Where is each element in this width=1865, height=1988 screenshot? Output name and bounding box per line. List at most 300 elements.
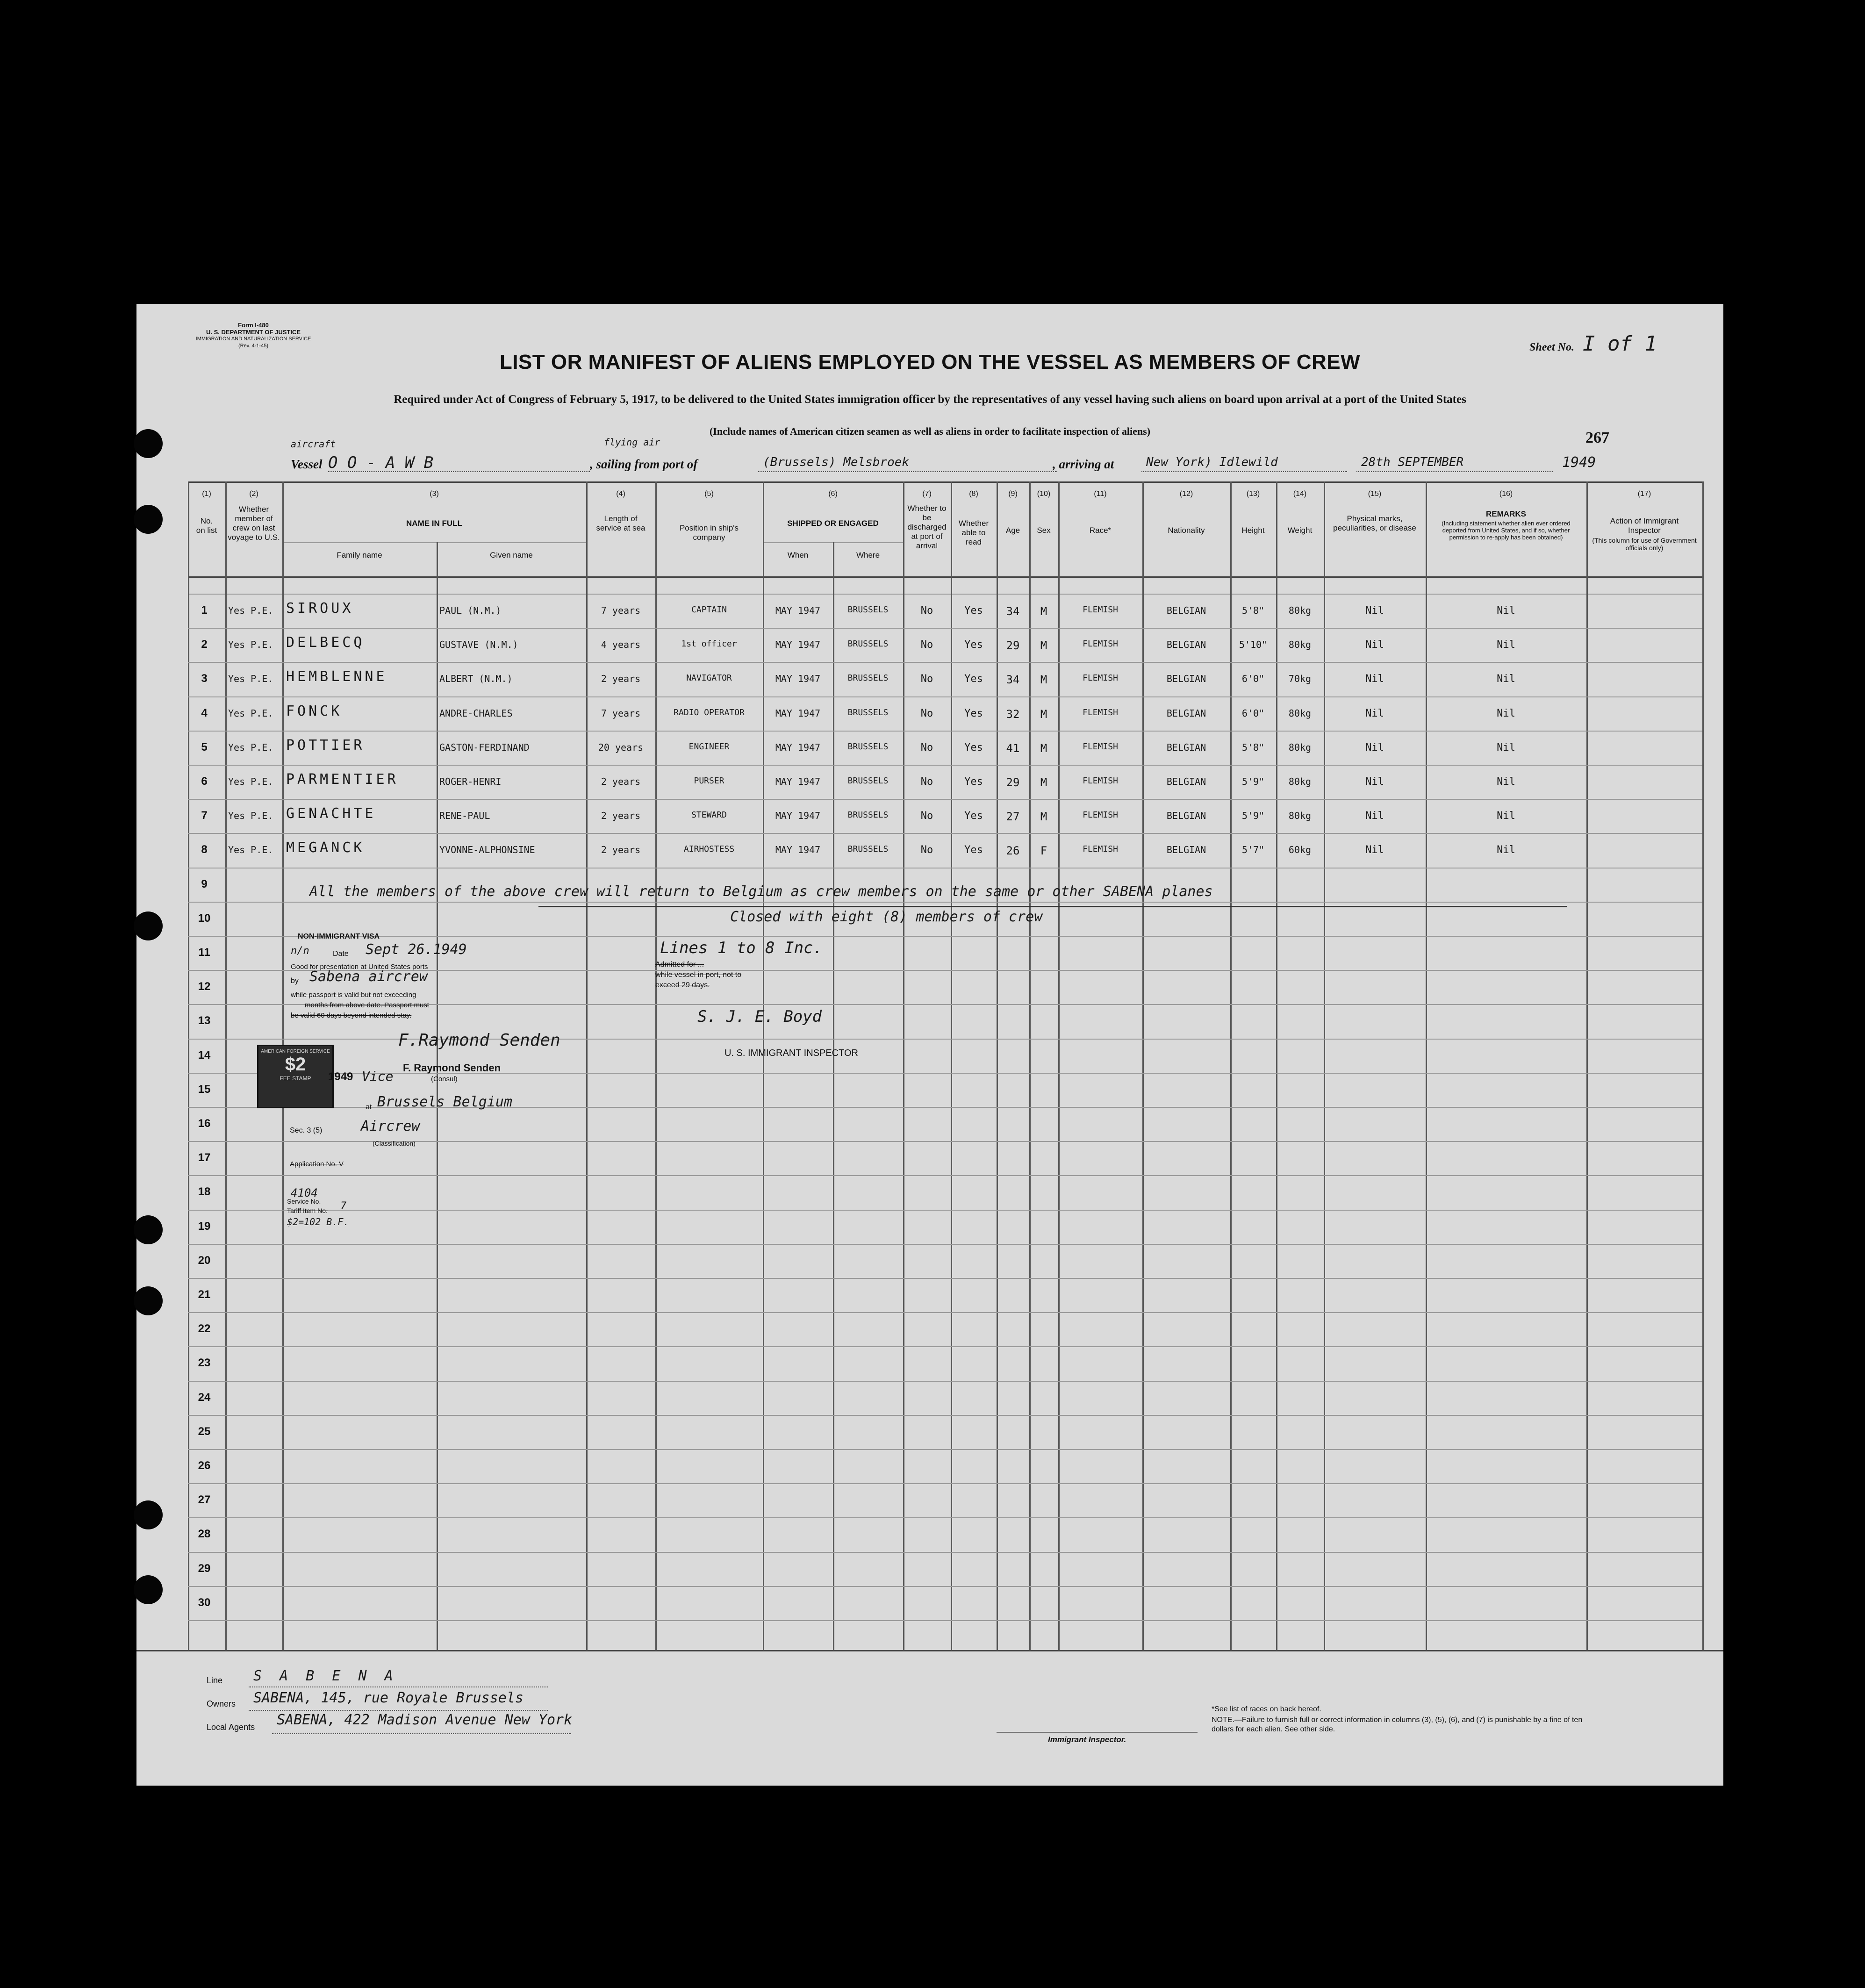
cell-remarks: Nil (1497, 605, 1515, 617)
col-num: (5) (704, 490, 714, 498)
row-number: 26 (198, 1459, 211, 1472)
sheet-label: Sheet No. (1529, 341, 1574, 353)
cell-height: 6'0" (1241, 707, 1265, 719)
cell-nat: BELGIAN (1166, 639, 1206, 651)
punch-hole (134, 1286, 163, 1315)
cell-weight: 80kg (1288, 741, 1312, 753)
row-number: 22 (198, 1322, 211, 1335)
col-header-sex: Sex (1037, 526, 1051, 535)
cell-read: Yes (964, 605, 983, 617)
footer-note: NOTE.—Failure to furnish full or correct information in columns (3), (5), (6), and (7) is punishable by a fine of ten dollars for each alien. See other side. (1212, 1716, 1583, 1733)
cell-weight: 80kg (1288, 707, 1312, 719)
cell-read: Yes (964, 741, 983, 754)
vessel-note: aircraft (291, 438, 336, 450)
cell-nat: BELGIAN (1166, 776, 1206, 787)
cell-marks: Nil (1365, 707, 1384, 719)
row-rule (188, 833, 1702, 834)
punch-hole (134, 505, 163, 534)
col-header-shipped: SHIPPED OR ENGAGED (787, 519, 879, 528)
col-header-no: No. on list (196, 517, 217, 535)
cell-sex: M (1040, 776, 1047, 789)
col-num: (2) (249, 490, 258, 498)
cell-given: GASTON-FERDINAND (439, 741, 530, 753)
cell-when: MAY 1947 (775, 707, 821, 719)
col-num: (17) (1637, 490, 1651, 498)
col-num: (9) (1008, 490, 1018, 498)
row-number: 11 (198, 946, 210, 959)
cell-read: Yes (964, 639, 983, 651)
cell-given: ANDRE-CHARLES (439, 707, 513, 719)
row-number: 12 (198, 980, 211, 993)
row-rule (188, 628, 1702, 629)
row-rule (188, 1244, 1702, 1245)
col-num: (8) (969, 490, 978, 498)
visa-struck-3: be valid 60 days beyond intended stay. (291, 1012, 412, 1019)
col-num: (15) (1368, 490, 1382, 498)
arrival-year: 1949 (1562, 454, 1596, 471)
manifest-sheet (136, 304, 1723, 1786)
cell-family: FONCK (286, 703, 343, 719)
service-name: IMMIGRATION AND NATURALIZATION SERVICE (195, 336, 311, 342)
footer-agents-label: Local Agents (207, 1722, 255, 1732)
cell-height: 5'9" (1241, 776, 1265, 787)
cell-age: 34 (1006, 605, 1020, 618)
col-header-age: Age (1005, 526, 1020, 535)
col-header-action-note: (This column for use of Government officials only) (1592, 537, 1697, 552)
form-subnote: (Include names of American citizen seamen as well as aliens in order to facilitate inspection of aliens) (709, 425, 1151, 437)
col-num: (10) (1037, 490, 1051, 498)
cell-weight: 80kg (1288, 810, 1312, 822)
row-number: 18 (198, 1185, 211, 1199)
row-number: 19 (198, 1220, 211, 1233)
row-rule (188, 936, 1702, 937)
cell-prev: Yes P.E. (228, 810, 273, 822)
cell-sex: M (1040, 673, 1047, 687)
row-number: 30 (198, 1596, 211, 1609)
visa-good-for: Good for presentation at United States ports (291, 963, 428, 971)
cell-weight: 70kg (1288, 673, 1312, 685)
footer-races-note: *See list of races on back hereof. (1212, 1705, 1321, 1713)
row-number: 5 (201, 740, 208, 754)
cell-position: CAPTAIN (691, 605, 727, 615)
cell-remarks: Nil (1497, 639, 1515, 651)
cell-race: FLEMISH (1083, 810, 1118, 820)
cell-position: STEWARD (691, 810, 727, 820)
row-rule (188, 1381, 1702, 1382)
visa-struck-1: while passport is valid but not exceeding (291, 991, 416, 999)
col-num: (7) (922, 490, 932, 498)
row-number: 3 (201, 672, 208, 685)
row-rule (188, 1346, 1702, 1347)
page-title: LIST OR MANIFEST OF ALIENS EMPLOYED ON THE VESSEL AS MEMBERS OF CREW (499, 351, 1361, 373)
sailing-label: , sailing from port of (590, 457, 698, 471)
row-number: 7 (201, 809, 208, 822)
footer-agents-value: SABENA, 422 Madison Avenue New York (277, 1712, 573, 1728)
col-header-when: When (787, 551, 809, 560)
row-number: 16 (198, 1117, 211, 1130)
punch-hole (134, 1500, 163, 1529)
cell-when: MAY 1947 (775, 673, 821, 685)
cell-read: Yes (964, 776, 983, 788)
fee-stamp-top: AMERICAN FOREIGN SERVICE (261, 1049, 330, 1054)
row-rule (188, 765, 1702, 766)
cell-sex: M (1040, 707, 1047, 721)
revision: (Rev. 4-1-45) (238, 343, 268, 349)
row-number: 10 (198, 911, 211, 925)
cell-height: 5'8" (1241, 605, 1265, 616)
footer-owners-value: SABENA, 145, rue Royale Brussels (253, 1690, 524, 1706)
row-number: 6 (201, 775, 208, 788)
closed-note: Closed with eight (8) members of crew (730, 909, 1043, 925)
cell-position: RADIO OPERATOR (674, 707, 745, 718)
row-number: 24 (198, 1391, 211, 1404)
row-number: 17 (198, 1151, 211, 1164)
cell-discharge: No (920, 776, 933, 788)
cell-read: Yes (964, 810, 983, 822)
cell-race: FLEMISH (1083, 844, 1118, 854)
cell-read: Yes (964, 707, 983, 719)
punch-hole (134, 1215, 163, 1244)
row-number: 4 (201, 706, 208, 719)
row-rule (188, 902, 1702, 903)
cell-where: BRUSSELS (847, 707, 889, 718)
cell-height: 5'9" (1241, 810, 1265, 822)
page-number: 267 (1585, 429, 1609, 446)
consul-signature: F.Raymond Senden (398, 1031, 560, 1050)
cell-weight: 80kg (1288, 776, 1312, 787)
cell-given: RENE-PAUL (439, 810, 490, 822)
visa-no: n/n (291, 945, 309, 957)
cell-race: FLEMISH (1083, 707, 1118, 718)
cell-nat: BELGIAN (1166, 605, 1206, 616)
fee-stamp (257, 1045, 334, 1108)
cell-remarks: Nil (1497, 673, 1515, 685)
cell-when: MAY 1947 (775, 639, 821, 651)
inspector-struck-3: exceed 29 days. (655, 981, 710, 989)
inspector-struck-1: Admitted for ... (655, 961, 704, 969)
visa-service-no: 4104 (291, 1186, 318, 1199)
cell-position: 1st officer (681, 639, 737, 649)
cell-where: BRUSSELS (847, 776, 889, 786)
cell-age: 26 (1006, 844, 1020, 858)
cell-family: HEMBLENNE (286, 668, 387, 685)
row-number: 15 (198, 1083, 211, 1096)
cell-age: 29 (1006, 776, 1020, 789)
row-rule (188, 662, 1702, 663)
cell-when: MAY 1947 (775, 741, 821, 753)
footer-inspector-label: Immigrant Inspector. (1048, 1735, 1126, 1744)
cell-age: 41 (1006, 741, 1020, 755)
col-num: (14) (1293, 490, 1307, 498)
crew-return-note: All the members of the above crew will return to Belgium as crew members on the same or other SABENA planes (309, 883, 1213, 900)
cell-marks: Nil (1365, 844, 1384, 856)
form-subtitle: Required under Act of Congress of February 5, 1917, to be delivered to the United States immigration officer by the representatives of any vessel having such aliens on board upon arrival at a port of the United States (394, 393, 1466, 406)
row-rule (188, 1517, 1702, 1518)
punch-hole (134, 1575, 163, 1604)
visa-class-label: (Classification) (373, 1140, 416, 1147)
row-number: 21 (198, 1288, 211, 1301)
row-rule (188, 1415, 1702, 1416)
cell-weight: 60kg (1288, 844, 1312, 856)
cell-position: NAVIGATOR (686, 673, 732, 683)
cell-where: BRUSSELS (847, 844, 889, 854)
sailing-note: flying air (604, 437, 660, 448)
row-number: 29 (198, 1562, 211, 1575)
cell-service: 2 years (601, 673, 641, 685)
row-rule (188, 1449, 1702, 1450)
cell-when: MAY 1947 (775, 776, 821, 787)
cell-given: ALBERT (N.M.) (439, 673, 513, 685)
cell-when: MAY 1947 (775, 844, 821, 856)
cell-marks: Nil (1365, 605, 1384, 617)
col-header-weight: Weight (1287, 526, 1313, 535)
cell-when: MAY 1947 (775, 810, 821, 822)
cell-service: 20 years (598, 741, 644, 753)
cell-remarks: Nil (1497, 776, 1515, 788)
visa-title: NON-IMMIGRANT VISA (298, 933, 380, 940)
row-rule (188, 1312, 1702, 1313)
cell-discharge: No (920, 741, 933, 754)
cell-prev: Yes P.E. (228, 776, 273, 787)
cell-read: Yes (964, 844, 983, 856)
cell-sex: M (1040, 639, 1047, 653)
visa-by: Sabena aircrew (309, 969, 428, 985)
visa-at-label: at (366, 1103, 372, 1111)
arriving-value: New York) Idlewild (1146, 455, 1278, 469)
col-header-remarks-note: (Including statement whether alien ever ordered deported from United States, and if so, whether permission to re-apply has been obtained) (1442, 520, 1571, 541)
cell-remarks: Nil (1497, 741, 1515, 754)
cell-height: 5'8" (1241, 741, 1265, 753)
cell-read: Yes (964, 673, 983, 685)
col-header-nationality: Nationality (1168, 526, 1205, 535)
inspector-title: U. S. IMMIGRANT INSPECTOR (724, 1048, 858, 1058)
cell-sex: M (1040, 741, 1047, 755)
cell-nat: BELGIAN (1166, 707, 1206, 719)
col-header-remarks: REMARKS (1486, 510, 1526, 518)
cell-weight: 80kg (1288, 605, 1312, 616)
col-num: (13) (1246, 490, 1260, 498)
inspector-lines: Lines 1 to 8 Inc. (660, 939, 823, 957)
consul-name: F. Raymond Senden (403, 1062, 501, 1074)
footer-line-value: S A B E N A (253, 1668, 398, 1684)
footer-line-label: Line (207, 1676, 223, 1685)
arrival-date: 28th SEPTEMBER (1361, 455, 1464, 469)
row-rule (188, 1278, 1702, 1279)
cell-where: BRUSSELS (847, 810, 889, 820)
cell-given: YVONNE-ALPHONSINE (439, 844, 535, 856)
col-header-name: NAME IN FULL (406, 519, 462, 528)
footer-owners-label: Owners (207, 1699, 236, 1708)
cell-position: ENGINEER (689, 741, 730, 752)
col-num: (11) (1094, 490, 1107, 498)
row-rule (188, 696, 1702, 697)
vessel-label: Vessel (291, 457, 323, 471)
cell-marks: Nil (1365, 741, 1384, 754)
visa-tariff: 7 (340, 1200, 347, 1212)
cell-discharge: No (920, 810, 933, 822)
cell-sex: M (1040, 810, 1047, 824)
row-number: 27 (198, 1493, 211, 1507)
cell-age: 32 (1006, 707, 1020, 721)
cell-family: POTTIER (286, 737, 365, 754)
cell-remarks: Nil (1497, 810, 1515, 822)
col-num: (4) (616, 490, 625, 498)
cell-marks: Nil (1365, 810, 1384, 822)
cell-family: MEGANCK (286, 840, 365, 856)
col-header-read: Whether able to read (958, 519, 989, 546)
cell-prev: Yes P.E. (228, 639, 273, 651)
row-number: 9 (201, 877, 208, 890)
row-number: 2 (201, 638, 208, 651)
arriving-label: , arriving at (1053, 457, 1114, 471)
col-header-position: Position in ship's company (679, 524, 739, 542)
cell-given: PAUL (N.M.) (439, 605, 502, 616)
cell-prev: Yes P.E. (228, 605, 273, 616)
cell-nat: BELGIAN (1166, 844, 1206, 856)
col-header-given: Given name (490, 551, 533, 560)
cell-where: BRUSSELS (847, 605, 889, 615)
cell-race: FLEMISH (1083, 605, 1118, 615)
visa-year: 1949 (328, 1070, 353, 1083)
cell-position: AIRHOSTESS (683, 844, 735, 854)
cell-marks: Nil (1365, 639, 1384, 651)
row-number: 13 (198, 1014, 211, 1027)
cell-race: FLEMISH (1083, 776, 1118, 786)
cell-height: 6'0" (1241, 673, 1265, 685)
cell-prev: Yes P.E. (228, 844, 273, 856)
sheet-value: I of 1 (1583, 332, 1657, 356)
cell-weight: 80kg (1288, 639, 1312, 651)
visa-date-label: Date (333, 950, 349, 958)
cell-position: PURSER (694, 776, 724, 786)
col-header-height: Height (1241, 526, 1265, 535)
row-number: 25 (198, 1425, 211, 1438)
sailing-value: (Brussels) Melsbroek (763, 455, 910, 469)
cell-service: 7 years (601, 707, 641, 719)
col-num: (6) (828, 490, 838, 498)
cell-height: 5'7" (1241, 844, 1265, 856)
form-id-block (193, 322, 314, 350)
row-rule (188, 799, 1702, 800)
row-rule (188, 1210, 1702, 1211)
cell-service: 2 years (601, 844, 641, 856)
visa-at: Brussels Belgium (377, 1094, 512, 1110)
cell-race: FLEMISH (1083, 639, 1118, 649)
fee-stamp-bottom: FEE STAMP (280, 1075, 311, 1082)
fee-stamp-value: $2 (285, 1054, 306, 1075)
cell-given: GUSTAVE (N.M.) (439, 639, 518, 651)
col-num: (12) (1179, 490, 1193, 498)
inspector-signature: S. J. E. Boyd (697, 1007, 822, 1026)
cell-service: 4 years (601, 639, 641, 651)
visa-app-label: Application No. V (290, 1160, 344, 1168)
form-number: Form I-480 (238, 322, 269, 329)
cell-nat: BELGIAN (1166, 810, 1206, 822)
cell-discharge: No (920, 844, 933, 856)
visa-service-label: Service No. (287, 1198, 321, 1205)
cell-family: PARMENTIER (286, 771, 399, 788)
col-header-service: Length of service at sea (596, 514, 646, 532)
visa-vice: Vice (362, 1069, 394, 1084)
col-num: (3) (430, 490, 439, 498)
cell-height: 5'10" (1239, 639, 1268, 651)
cell-discharge: No (920, 707, 933, 719)
cell-marks: Nil (1365, 673, 1384, 685)
visa-by-label: by (291, 977, 299, 985)
punch-hole (134, 911, 163, 940)
cell-sex: M (1040, 605, 1047, 618)
visa-tariff-label: Tariff Item No. (287, 1207, 328, 1214)
col-header-race: Race* (1089, 526, 1112, 535)
cell-prev: Yes P.E. (228, 673, 273, 685)
visa-date: Sept 26.1949 (366, 941, 467, 958)
visa-sec: Aircrew (361, 1118, 420, 1134)
col-header-action: Action of Immigrant Inspector (1610, 517, 1679, 535)
row-number: 20 (198, 1254, 211, 1267)
cell-prev: Yes P.E. (228, 741, 273, 753)
col-header-discharge: Whether to be discharged at port of arrival (907, 504, 947, 550)
cell-age: 27 (1006, 810, 1020, 824)
cell-age: 29 (1006, 639, 1020, 653)
cell-where: BRUSSELS (847, 673, 889, 683)
cell-where: BRUSSELS (847, 639, 889, 649)
row-rule (188, 1483, 1702, 1484)
col-header-prev-voyage: Whether member of crew on last voyage to U.S. (228, 505, 280, 542)
cell-discharge: No (920, 605, 933, 617)
row-number: 8 (201, 843, 208, 856)
cell-nat: BELGIAN (1166, 673, 1206, 685)
cell-service: 7 years (601, 605, 641, 616)
col-num: (1) (202, 490, 211, 498)
col-header-where: Where (856, 551, 880, 560)
col-num: (16) (1499, 490, 1513, 498)
cell-discharge: No (920, 639, 933, 651)
row-number: 1 (201, 604, 208, 617)
cell-remarks: Nil (1497, 844, 1515, 856)
cell-family: DELBECQ (286, 634, 365, 651)
inspector-struck-2: while vessel in port, not to (655, 971, 742, 979)
consul-label: (Consul) (431, 1075, 458, 1083)
row-rule (188, 1552, 1702, 1553)
col-header-marks: Physical marks, peculiarities, or disease (1333, 514, 1416, 532)
row-number: 14 (198, 1048, 211, 1062)
department: U. S. DEPARTMENT OF JUSTICE (206, 329, 301, 336)
col-header-family: Family name (337, 551, 382, 560)
cell-race: FLEMISH (1083, 741, 1118, 752)
cell-race: FLEMISH (1083, 673, 1118, 683)
row-rule (188, 1620, 1702, 1621)
cell-family: GENACHTE (286, 805, 376, 822)
cell-discharge: No (920, 673, 933, 685)
cell-age: 34 (1006, 673, 1020, 687)
vessel-value: O O - A W B (328, 453, 434, 472)
visa-struck-2: months from above date. Passport must (305, 1001, 429, 1009)
cell-service: 2 years (601, 810, 641, 822)
cell-where: BRUSSELS (847, 741, 889, 752)
cell-remarks: Nil (1497, 707, 1515, 719)
cell-marks: Nil (1365, 776, 1384, 788)
row-number: 28 (198, 1528, 211, 1541)
row-rule (188, 731, 1702, 732)
row-number: 23 (198, 1356, 211, 1370)
row-rule (188, 1586, 1702, 1587)
cell-given: ROGER-HENRI (439, 776, 502, 787)
cell-nat: BELGIAN (1166, 741, 1206, 753)
visa-fee-line: $2=102 B.F. (287, 1216, 349, 1227)
cell-service: 2 years (601, 776, 641, 787)
cell-sex: F (1040, 844, 1047, 858)
visa-sec-label: Sec. 3 (5) (290, 1127, 323, 1134)
